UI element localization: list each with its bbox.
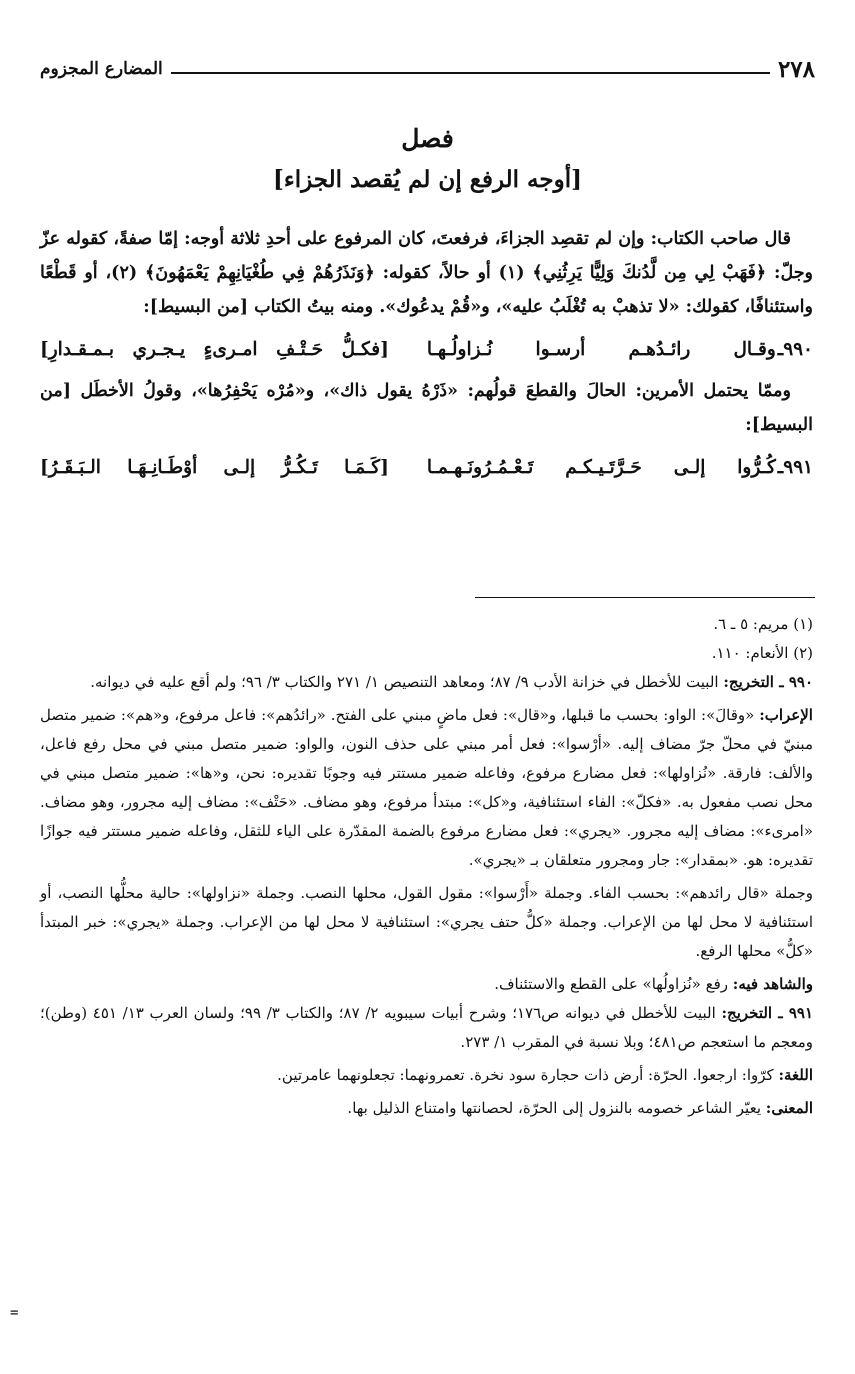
note-990-shahid	[40, 970, 813, 999]
verse-991-number: ٩٩١ـ	[777, 457, 813, 478]
margin-mark: =	[10, 1305, 19, 1321]
verse-991	[40, 448, 813, 488]
note-990-takhrij	[40, 668, 813, 697]
header-rule	[171, 72, 770, 74]
note-991-takhrij	[40, 999, 813, 1057]
footnote-1: (١) مريم: ٥ ـ ٦.	[713, 615, 813, 633]
verse-990-first-half: وقـال رائـدُهـم أرسـوا نُـزاولُـهـا	[426, 339, 776, 360]
section-subtitle: [أوجه الرفع إن لم يُقصد الجزاء]	[273, 166, 582, 193]
section-title: فصل	[401, 124, 454, 153]
irab-label: الإعراب:	[759, 706, 813, 724]
lugha-label: اللغة:	[778, 1066, 813, 1084]
note-990-jumal: وجملة «قال رائدهم»: بحسب الفاء. وجملة «أَرْسوا»: مقول القول، محلها النصب. وجملة «نزاولها»: حالية محلُّها النصب، أو استئنافية لا محل لها من الإعراب. وجملة «كلُّ حتف يجري»: استئنافية لا محل لها من الإعراب. وجملة «يجري»: خبر المبتدأ «كلُّ» محلها الرفع.	[40, 884, 813, 960]
maana-label: المعنى:	[765, 1099, 813, 1117]
lugha-text: كرّوا: ارجعوا. الحرّة: أرض ذات حجارة سود نخرة. تعمرونهما: تجعلونهما عامرتين.	[277, 1066, 774, 1084]
note-990-irab	[40, 701, 813, 875]
verse-991-first-half: كُـرُّوا إلـى حَـرَّتَـيـكـم تَـعْـمُـرُونَـهـمـا	[426, 457, 776, 478]
footnote-divider	[475, 597, 815, 598]
footnotes	[40, 610, 813, 1123]
note-991-lugha	[40, 1061, 813, 1090]
paragraph-1	[40, 222, 813, 324]
paragraph-1-text: قال صاحب الكتاب: وإن لم تقصِد الجزاءَ، فرفعتَ، كان المرفوع على أحدِ ثلاثة أوجه: إمّا صفةً، كقوله عزّ وجلّ: ﴿فَهَبْ لِي مِن لَّدُنكَ وَلِيًّا يَرِثُنِي﴾ (١) أو حالاً، كقوله: ﴿وَنَذَرُهُمْ فِي طُغْيَانِهِمْ يَعْمَهُونَ﴾ (٢)، أو قَطْعًا واستئنافًا، كقولك: «لا تذهبْ به تُغْلَبُ عليه»، و«قُمْ يدعُوك». ومنه بيتُ الكتاب [من البسيط]:	[40, 229, 813, 317]
note-990-label: ٩٩٠ ـ التخريج:	[723, 673, 813, 691]
note-991-label: ٩٩١ ـ التخريج:	[721, 1004, 813, 1022]
main-text	[40, 222, 813, 492]
page-header	[40, 52, 815, 86]
maana-text: يعيّر الشاعر خصومه بالنزول إلى الحرّة، لحصانتها وامتناع الذليل بها.	[347, 1099, 761, 1117]
running-title: المضارع المجزوم	[40, 59, 163, 79]
paragraph-2	[40, 374, 813, 442]
note-991-text: البيت للأخطل في ديوانه ص١٧٦؛ وشرح أبيات سيبويه ٢/ ٨٧؛ والكتاب ٣/ ٩٩؛ ولسان العرب ١٣/ ٤٥١ (وطن)؛ ومعجم ما استعجم ص٤٨١؛ وبلا نسبة في المقرب ١/ ٢٧٣.	[40, 1004, 813, 1051]
footnote-2: (٢) الأنعام: ١١٠.	[711, 644, 813, 662]
paragraph-2-text: وممّا يحتمل الأمرين: الحالَ والقطعَ قولُهم: «ذَرْهُ يقول ذاك»، و«مُرْه يَحْفِرُها»، وقولُ الأخطَل [من البسيط]:	[40, 381, 813, 435]
page-number: ٢٧٨	[777, 55, 815, 83]
verse-990-second-half: [فكـلُّ حَـتْـفِ امـرىءٍ يـجـري بـمـقـدارِ]	[39, 339, 389, 360]
verse-990-number: ٩٩٠ـ	[777, 339, 813, 360]
note-991-maana	[40, 1094, 813, 1123]
verse-991-second-half: [كَـمَـا تَـكُـرُّ إلـى أوْطَـانِـهَـا الـبَـقَـرُ]	[39, 457, 389, 478]
note-990-text: البيت للأخطل في خزانة الأدب ٩/ ٨٧؛ ومعاهد التنصيص ١/ ٢٧١ والكتاب ٣/ ٩٦؛ ولم أقع عليه في ديوانه.	[90, 673, 719, 691]
shahid-text: رفع «نُزاولُها» على القطع والاستئناف.	[494, 975, 728, 993]
irab-text: «وقالَ»: الواو: بحسب ما قبلها، و«قال»: فعل ماضٍ مبني على الفتح. «رائدُهم»: فاعل مرفوع، و«هم»: ضمير متصل مبنيّ في محلّ جرّ مضاف إليه. «أرْسوا»: فعل أمر مبني على حذف النون، والواو: ضمير متصل مبني في محل رفع فاعل، والألف: فارقة. «نُزاولها»: فعل مضارع مرفوع، وفاعله ضمير مستتر فيه وجوبًا تقديره: نحن، و«ها»: ضمير متصل مبني في محل نصب مفعول به. «فكلّ»: الفاء استئنافية، و«كل»: مبتدأ مرفوع، وهو مضاف. «حَتْف»: مضاف إليه مجرور، وهو مضاف. «امرىء»: مضاف إليه مجرور. «يجري»: فعل مضارع مرفوع بالضمة المقدّرة على الياء للثقل، وفاعله ضمير مستتر فيه جوازًا تقديره: هو. «بمقدار»: جار ومجرور متعلقان بـ «يجري».	[40, 706, 813, 869]
verse-990	[40, 330, 813, 370]
shahid-label: والشاهد فيه:	[732, 975, 813, 993]
